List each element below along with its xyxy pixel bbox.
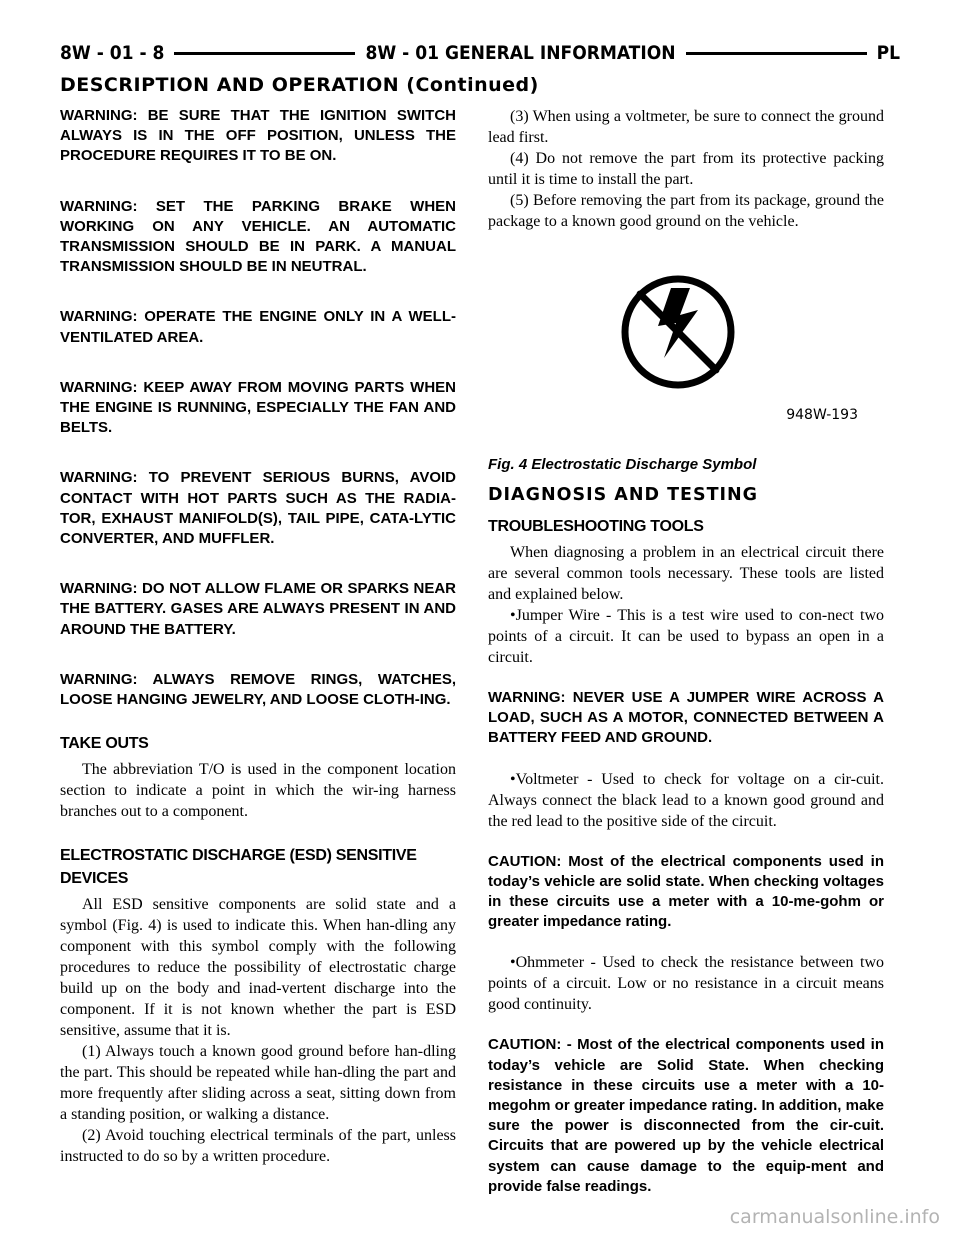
esd-step-4: (4) Do not remove the part from its protective packing until it is time to install the part. (488, 150, 884, 188)
figure-caption: Fig. 4 Electrostatic Discharge Symbol (488, 456, 757, 473)
section-subtitle: DESCRIPTION AND OPERATION (Continued) (60, 74, 539, 96)
warning-jewelry: WARNING: ALWAYS REMOVE RINGS, WATCHES, LOOSE HANGING JEWELRY, AND LOOSE CLOTH-ING. (60, 670, 456, 709)
warning-ignition: WARNING: BE SURE THAT THE IGNITION SWITCH ALWAYS IS IN THE OFF POSITION, UNLESS THE PROCEDURE REQUIRES IT TO BE ON. (60, 107, 456, 165)
esd-figure (488, 232, 884, 450)
warning-moving-parts: WARNING: KEEP AWAY FROM MOVING PARTS WHEN THE ENGINE IS RUNNING, ESPECIALLY THE FAN AND BELTS. (60, 378, 456, 437)
caution-ohmmeter: CAUTION: - Most of the electrical components used in today’s vehicle are Solid State. When checking resistance in these circuits use a meter with a 10-megohm or greater impedance rating. In addition, make sure the power is disconnected from the cir-cuit. Circuits that are powered up by the vehicle electrical system can cause damage to the equip-ment and provide false readings. (488, 1036, 884, 1195)
esd-symbol-icon (618, 272, 738, 392)
header-rule-right (686, 52, 867, 55)
esd-text: All ESD sensitive components are solid state and a symbol (Fig. 4) is used to indicate this. When han-dling any component with this symbol comply with the following procedures to reduce the possibility of electrostatic charge build up on the body and inad-vertent discharge into the component. If it is not known whether the part is ESD sensitive, assume that it is. (60, 896, 456, 1040)
page-number: 8W - 01 - 8 (60, 42, 165, 64)
esd-step-3: (3) When using a voltmeter, be sure to connect the ground lead first. (488, 108, 884, 146)
take-outs-text: The abbreviation T/O is used in the component location section to indicate a point in which the wir-ing harness branches out to a component. (60, 761, 456, 821)
bullet-jumper-text: Jumper Wire - This is a test wire used to con-nect two points of a circuit. It can be used to bypass an open in a circuit. (488, 607, 884, 666)
bullet-ohmmeter: •Ohmmeter - Used to check the resistance between two points of a circuit. Low or no resistance in a circuit means good continuity. (488, 954, 884, 1014)
bullet-voltmeter: •Voltmeter - Used to check for voltage on a cir-cuit. Always connect the black lead to a known good ground and the red lead to the positive side of the circuit. (488, 770, 884, 830)
take-outs-heading: TAKE OUTS (60, 735, 149, 753)
bullet-ohmmeter-text: Ohmmeter - Used to check the resistance between two points of a circuit. Low or no resistance in a circuit means good continuity. (488, 954, 884, 1014)
tools-heading: TROUBLESHOOTING TOOLS (488, 518, 704, 535)
esd-step-5: (5) Before removing the part from its package, ground the package to a known good ground on the vehicle. (488, 192, 884, 230)
warning-jumper: WARNING: NEVER USE A JUMPER WIRE ACROSS A LOAD, SUCH AS A MOTOR, CONNECTED BETWEEN A BATTERY FEED AND GROUND. (488, 689, 884, 747)
section-title: 8W - 01 GENERAL INFORMATION (365, 42, 676, 64)
left-column (60, 106, 456, 1167)
warning-parking-brake: WARNING: SET THE PARKING BRAKE WHEN WORKING ON ANY VEHICLE. AN AUTOMATIC TRANSMISSION SHOULD BE IN PARK. A MANUAL TRANSMISSION SHOULD BE IN NEUTRAL. (60, 197, 456, 276)
model-code: PL (876, 42, 900, 64)
esd-step-1: (1) Always touch a known good ground before han-dling the part. This should be repeated while han-dling the part and more frequently after sliding across a seat, sitting down from a standing position, or walking a distance. (60, 1043, 456, 1124)
watermark: carmanualsonline.info (729, 1206, 940, 1228)
right-column (488, 106, 884, 1197)
esd-step-2: (2) Avoid touching electrical terminals of the part, unless instructed to do so by a written procedure. (60, 1127, 456, 1166)
bullet-voltmeter-text: Voltmeter - Used to check for voltage on a cir-cuit. Always connect the black lead to a known good ground and the red lead to the positive side of the circuit. (488, 770, 884, 830)
bullet-jumper-wire: •Jumper Wire - This is a test wire used to con-nect two points of a circuit. It can be used to bypass an open in a circuit. (488, 607, 884, 666)
esd-heading: ELECTROSTATIC DISCHARGE (ESD) SENSITIVE DEVICES (60, 847, 417, 888)
tools-intro: When diagnosing a problem in an electrical circuit there are several common tools necessary. These tools are listed and explained below. (488, 544, 884, 603)
figure-code: 948W-193 (786, 407, 858, 423)
header-rule-left (174, 52, 355, 55)
diagnosis-heading: DIAGNOSIS AND TESTING (488, 485, 759, 505)
caution-voltmeter: CAUTION: Most of the electrical components used in today’s vehicle are solid state. When checking voltages in these circuits use a meter with a 10-me-gohm or greater impedance rating. (488, 852, 884, 931)
running-header (60, 38, 900, 68)
warning-battery-flame: WARNING: DO NOT ALLOW FLAME OR SPARKS NEAR THE BATTERY. GASES ARE ALWAYS PRESENT IN AND AROUND THE BATTERY. (60, 580, 456, 638)
warning-ventilation: WARNING: OPERATE THE ENGINE ONLY IN A WELL-VENTILATED AREA. (60, 308, 456, 346)
warning-hot-parts: WARNING: TO PREVENT SERIOUS BURNS, AVOID CONTACT WITH HOT PARTS SUCH AS THE RADIA-TOR, EXHAUST MANIFOLD(S), TAIL PIPE, CATA-LYTIC CONVERTER, AND MUFFLER. (60, 469, 456, 548)
